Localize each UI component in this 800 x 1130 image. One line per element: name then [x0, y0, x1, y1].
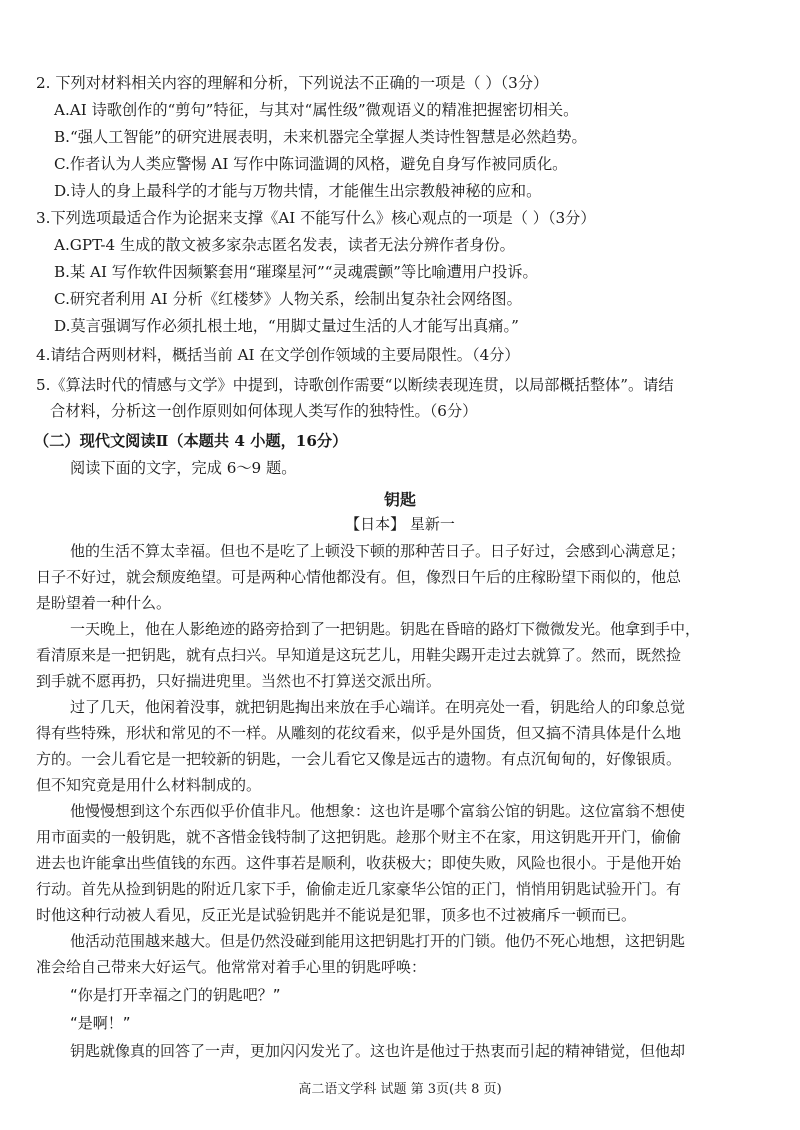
- story-line: 方的。一会儿看它是一把较新的钥匙，一会儿看它又像是远古的遗物。有点沉甸甸的，好像银质。: [36, 750, 682, 768]
- story-line: 时他这种行动被人看见，反正光是试验钥匙并不能说是犯罪，顶多也不过被痛斥一顿而已。: [36, 906, 637, 924]
- story-line: 过了几天，他闲着没事，就把钥匙掏出来放在手心端详。在明亮处一看，钥匙给人的印象总觉: [70, 698, 686, 716]
- story-line: 钥匙就像真的回答了一声，更加闪闪发光了。这也许是他过于热衷而引起的精神错觉，但他却: [70, 1042, 686, 1060]
- page-footer: 高二语文学科 试题 第 3页(共 8 页): [298, 1082, 502, 1097]
- question-2-option-c: C.作者认为人类应警惕 AI 写作中陈词滥调的风格，避免自身写作被同质化。: [54, 155, 568, 173]
- question-4: 4.请结合两则材料，概括当前 AI 在文学创作领域的主要局限性。（4分）: [36, 346, 520, 364]
- question-3-option-d: D.莫言强调写作必须扎根土地，“用脚丈量过生活的人才能写出真痛。”: [54, 317, 519, 335]
- story-dialogue: “是啊！”: [70, 1014, 131, 1032]
- story-line: 但不知究竟是用什么材料制成的。: [36, 776, 262, 794]
- story-title: 钥匙: [383, 490, 416, 509]
- question-2-option-b: B.“强人工智能”的研究进展表明，未来机器完全掌握人类诗性智慧是必然趋势。: [54, 128, 587, 146]
- story-line: 到手就不愿再扔，只好揣进兜里。当然也不打算送交派出所。: [36, 672, 442, 690]
- story-line: 是盼望着一种什么。: [36, 594, 172, 612]
- question-2-option-d: D.诗人的身上最科学的才能与万物共情，才能催生出宗教般神秘的应和。: [54, 182, 542, 200]
- story-line: 他的生活不算太幸福。但也不是吃了上顿没下顿的那种苦日子。日子好过，会感到心满意足；: [70, 542, 686, 560]
- question-3-stem: 3.下列选项最适合作为论据来支撑《AI 不能写什么》核心观点的一项是（ ）（3分）: [36, 209, 596, 227]
- question-2-option-a: A.AI 诗歌创作的“剪句”特征，与其对“属性级”微观语义的精准把握密切相关。: [54, 101, 579, 119]
- story-line: 他活动范围越来越大。但是仍然没碰到能用这把钥匙打开的门锁。他仍不死心地想，这把钥匙: [70, 932, 686, 950]
- section-instruction: 阅读下面的文字，完成 6～9 题。: [70, 459, 297, 477]
- story-author: 【日本】 星新一: [345, 515, 455, 533]
- story-line: 他慢慢想到这个东西似乎价值非凡。他想象：这也许是哪个富翁公馆的钥匙。这位富翁不想使: [70, 802, 686, 820]
- story-line: 看清原来是一把钥匙，就有点扫兴。早知道是这玩艺儿，用鞋尖踢开走过去就算了。然而，既然捡: [36, 646, 682, 664]
- question-5-line-1: 5.《算法时代的情感与文学》中提到，诗歌创作需要“以断续表现连贯，以局部概括整体”。请结: [36, 376, 674, 394]
- section-heading: （二）现代文阅读Ⅱ（本题共 4 小题，16分）: [34, 432, 348, 450]
- question-3-option-b: B.某 AI 写作软件因频繁套用“璀璨星河”“灵魂震颤”等比喻遭用户投诉。: [54, 263, 538, 281]
- story-line: 准会给自己带来大好运气。他常常对着手心里的钥匙呼唤：: [36, 958, 427, 976]
- story-line: 进去也许能拿出些值钱的东西。这件事若是顺利，收获极大；即使失败，风险也很小。于是他开始: [36, 854, 682, 872]
- story-dialogue: “你是打开幸福之门的钥匙吧？”: [70, 986, 281, 1004]
- question-2-stem: 2. 下列对材料相关内容的理解和分析，下列说法不正确的一项是（ ）（3分）: [36, 74, 549, 92]
- question-5-line-2: 合材料，分析这一创作原则如何体现人类写作的独特性。（6分）: [50, 402, 478, 420]
- story-line: 用市面卖的一般钥匙，就不吝惜金钱特制了这把钥匙。趁那个财主不在家，用这钥匙开开门，偷偷: [36, 828, 682, 846]
- question-3-option-c: C.研究者利用 AI 分析《红楼梦》人物关系，绘制出复杂社会网络图。: [54, 290, 522, 308]
- story-line: 日子不好过，就会颓废绝望。可是两种心情他都没有。但，像烈日午后的庄稼盼望下雨似的，他总: [36, 568, 682, 586]
- question-3-option-a: A.GPT-4 生成的散文被多家杂志匿名发表，读者无法分辨作者身份。: [54, 236, 515, 254]
- story-line: 一天晚上，他在人影绝迹的路旁拾到了一把钥匙。钥匙在昏暗的路灯下微微发光。他拿到手中，: [70, 620, 701, 638]
- story-line: 行动。首先从捡到钥匙的附近几家下手，偷偷走近几家豪华公馆的正门，悄悄用钥匙试验开门。有: [36, 880, 682, 898]
- story-line: 得有些特殊，形状和常见的不一样。从雕刻的花纹看来，似乎是外国货，但又搞不清具体是什么地: [36, 724, 682, 742]
